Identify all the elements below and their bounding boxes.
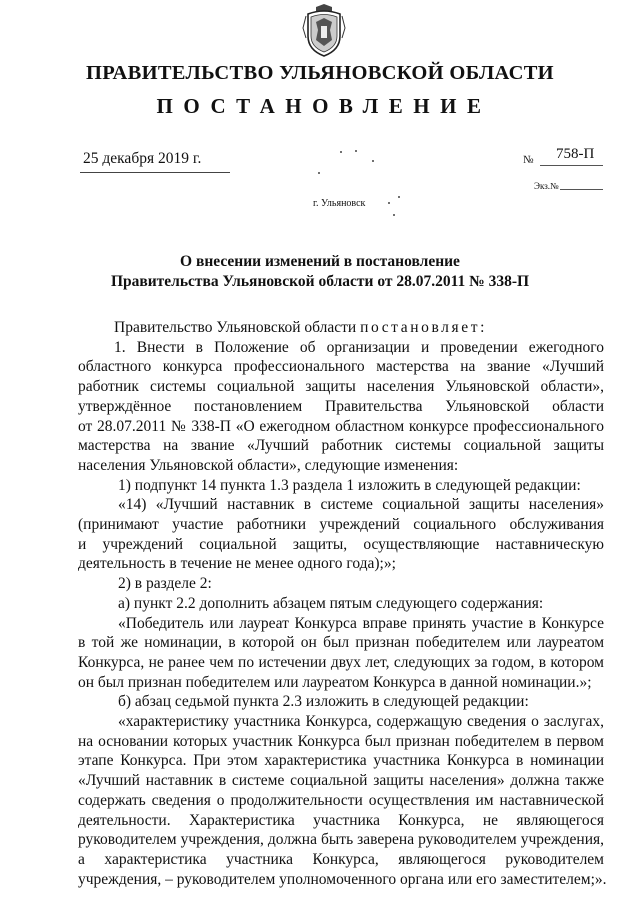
- body-line: содержать сведения о продолжительности осуществления им наставнической: [78, 791, 604, 809]
- body-line: 1) подпункт 14 пункта 1.3 раздела 1 изложить в следующей редакции:: [118, 476, 581, 494]
- body-line: этапе Конкурса. При этом характеристика участника Конкурса в номинации: [78, 752, 604, 770]
- intro-verb: постановляет:: [360, 319, 487, 336]
- scan-speck: [340, 151, 342, 153]
- body-line: учреждения, – руководителем уполномоченного органа или его заместителем;».: [78, 870, 607, 888]
- scan-speck: [393, 214, 395, 216]
- body-line: б) абзац седьмой пункта 2.3 изложить в следующей редакции:: [118, 693, 529, 711]
- body-line: деятельность в течение не менее одного года);»;: [78, 555, 396, 573]
- copy-number-underline: [560, 189, 603, 190]
- document-date: 25 декабря 2019 г.: [83, 150, 202, 167]
- subject-line: Правительства Ульяновской области от 28.07.2011 № 338-П: [110, 273, 530, 290]
- number-sign: №: [523, 154, 534, 166]
- body-line: в той же номинации, в которой он был признан победителем или лауреатом: [78, 634, 604, 652]
- body-line: 1. Внести в Положение об организации и проведении ежегодного: [114, 338, 604, 356]
- document-subject: [0, 252, 640, 292]
- document-body: [78, 318, 607, 889]
- government-title: ПРАВИТЕЛЬСТВО УЛЬЯНОВСКОЙ ОБЛАСТИ: [86, 62, 554, 84]
- body-intro: [78, 318, 604, 338]
- body-line: от 28.07.2011 № 338-П «О ежегодном областном конкурсе профессионального: [78, 417, 604, 435]
- scan-speck: [398, 196, 400, 198]
- coat-of-arms-emblem: [302, 2, 346, 58]
- body-line: на основании которых участник Конкурса был признан победителем в первом: [78, 732, 604, 750]
- body-line: он был признан победителем или лауреатом Конкурса в данной номинации.»;: [78, 673, 592, 691]
- body-line: «характеристику участника Конкурса, содержащую сведения о заслугах,: [118, 713, 604, 731]
- date-underline: [80, 172, 230, 173]
- body-line: мастерства на звание «Лучший работник системы социальной защиты: [78, 437, 604, 455]
- body-line: населения Ульяновской области», следующие изменения:: [78, 456, 459, 474]
- body-line: «Лучший наставник в системе социальной защиты населения» должна также: [78, 772, 604, 790]
- body-line: деятельности. Характеристика участника Конкурса, не являющегося: [78, 811, 604, 829]
- body-line: а) пункт 2.2 дополнить абзацем пятым следующего содержания:: [118, 594, 544, 612]
- body-line: (принимают участие работники учреждений социального обслуживания: [78, 516, 604, 534]
- subject-line: О внесении изменений в постановление: [180, 253, 460, 270]
- body-line: руководителем учреждения, должна быть заверена руководителем учреждения,: [78, 831, 604, 849]
- body-line: Конкурса, не ранее чем по истечении двух лет, следующих за годом, в котором: [78, 653, 604, 671]
- body-line: утверждённое постановлением Правительства Ульяновской области: [78, 397, 604, 415]
- scan-speck: [318, 172, 320, 174]
- scan-speck: [388, 202, 390, 204]
- intro-text: Правительство Ульяновской области: [114, 319, 361, 336]
- body-line: 2) в разделе 2:: [118, 575, 212, 593]
- body-line: работник системы социальной защиты населения Ульяновской области»,: [78, 378, 604, 396]
- document-city: г. Ульяновск: [313, 198, 366, 209]
- scan-speck: [372, 160, 374, 162]
- body-line: и учреждений социальной защиты, осуществляющие наставническую: [78, 535, 604, 553]
- copy-number-label: Экз.№: [534, 181, 559, 191]
- document-number: 758-П: [556, 146, 595, 162]
- body-line: «Победитель или лауреат Конкурса вправе принять участие в Конкурсе: [118, 614, 604, 632]
- body-line: а характеристика участника Конкурса, являющегося руководителем: [78, 850, 604, 868]
- document-type-title: ПОСТАНОВЛЕНИЕ: [156, 94, 492, 118]
- scan-speck: [355, 150, 357, 152]
- number-underline: [540, 165, 603, 166]
- body-line: «14) «Лучший наставник в системе социальной защиты населения»: [118, 496, 604, 514]
- body-line: областного конкурса профессионального мастерства на звание «Лучший: [78, 358, 604, 376]
